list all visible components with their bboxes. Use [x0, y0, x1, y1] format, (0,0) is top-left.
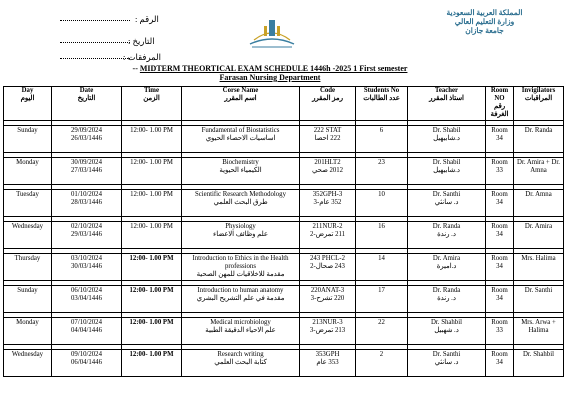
table-row [4, 286, 564, 313]
code-cell: 243 PHCL-2 243 صحال-2 [300, 254, 356, 281]
code-cell: 213NUR-3 213 تمرض-3 [300, 318, 356, 345]
day-cell: Wednesday [4, 350, 52, 377]
time-cell: 12:00- 1.00 PM [122, 190, 182, 217]
room-cell: Room 34 [486, 126, 514, 153]
students-cell: 16 [356, 222, 408, 249]
day-cell: Sunday [4, 126, 52, 153]
invigilators-cell: Mrs. Halima [514, 254, 564, 281]
time-cell: 12:00- 1.00 PM [122, 254, 182, 281]
code-cell: 220ANAT-3 220 تشرح-3 [300, 286, 356, 313]
invigilators-cell: Dr. Randa [514, 126, 564, 153]
date-cell: 29/09/2024 26/03/1446 [52, 126, 122, 153]
invigilators-cell: Dr. Shahbil [514, 350, 564, 377]
table-row [4, 318, 564, 345]
page-title [0, 64, 540, 73]
table-row [4, 254, 564, 281]
col-code: Code رمز المقرر [300, 87, 356, 121]
date-cell: 30/09/2024 27/03/1446 [52, 158, 122, 185]
attachments-line [60, 58, 130, 59]
teacher-cell: Dr. Shahbil د. شهبيل [408, 318, 486, 345]
teacher-cell: Dr. Randa د. رندة [408, 222, 486, 249]
room-cell: Room 33 [486, 158, 514, 185]
day-cell: Monday [4, 158, 52, 185]
university-logo [242, 14, 302, 52]
code-cell: 352GPH-3 352 عام-3 [300, 190, 356, 217]
col-date: Date التاريخ [52, 87, 122, 121]
date-label: التاريخ : [128, 36, 155, 46]
header-row [4, 87, 564, 121]
students-cell: 22 [356, 318, 408, 345]
course-cell: Introduction to human anatomy مقدمة في علم التشريح البشري [182, 286, 300, 313]
teacher-cell: Dr. Santhi د. سانثي [408, 190, 486, 217]
day-cell: Tuesday [4, 190, 52, 217]
teacher-cell: Dr. Randa د. رندة [408, 286, 486, 313]
room-cell: Room 34 [486, 254, 514, 281]
ref-line [60, 20, 130, 21]
invigilators-cell: Dr. Santhi [514, 286, 564, 313]
date-cell: 07/10/2024 04/04/1446 [52, 318, 122, 345]
ministry-line-3: جامعة جازان [465, 26, 504, 35]
table-row [4, 222, 564, 249]
invigilators-cell: Mrs. Arwa + Halima [514, 318, 564, 345]
room-cell: Room 34 [486, 222, 514, 249]
course-cell: Fundamental of Biostatistics اساسيات الاحصاء الحيوي [182, 126, 300, 153]
table-row [4, 350, 564, 377]
department-title: Farasan Nursing Department [219, 73, 321, 82]
date-cell: 03/10/2024 30/03/1446 [52, 254, 122, 281]
students-cell: 14 [356, 254, 408, 281]
time-cell: 12:00- 1.00 PM [122, 350, 182, 377]
table-row [4, 158, 564, 185]
code-cell: 201HLT2 2012 صحي [300, 158, 356, 185]
col-teacher: Teacher استاذ المقرر [408, 87, 486, 121]
invigilators-cell: Dr. Amira [514, 222, 564, 249]
time-cell: 12:00- 1.00 PM [122, 126, 182, 153]
students-cell: 6 [356, 126, 408, 153]
table-row [4, 126, 564, 153]
exam-schedule-table [3, 86, 564, 377]
title-text: MIDTERM THEORTICAL EXAM SCHEDULE 1446h -2025 1 First semester [139, 64, 408, 73]
date-cell: 02/10/2024 29/03/1446 [52, 222, 122, 249]
students-cell: 23 [356, 158, 408, 185]
time-cell: 12:00- 1.00 PM [122, 222, 182, 249]
course-cell: Introduction to Ethics in the Health professions مقدمة للاخلاقيات للمهن الصحية [182, 254, 300, 281]
col-time: Time الزمن [122, 87, 182, 121]
day-cell: Thursday [4, 254, 52, 281]
teacher-cell: Dr. Shabil د.شابيهيل [408, 126, 486, 153]
code-cell: 353GPH 353 عام [300, 350, 356, 377]
date-cell: 09/10/2024 06/04/1446 [52, 350, 122, 377]
code-cell: 211NUR-2 211 تمرض-2 [300, 222, 356, 249]
code-cell: 222 STAT 222 احصا [300, 126, 356, 153]
date-cell: 01/10/2024 28/03/1446 [52, 190, 122, 217]
course-cell: Biochemistry الكيمياء الحيوية [182, 158, 300, 185]
col-students: Students No عدد الطالبات [356, 87, 408, 121]
course-cell: Medical microbiology علم الاحياء الدقيقة الطبية [182, 318, 300, 345]
ministry-line-1: المملكة العربية السعودية [446, 8, 523, 17]
room-cell: Room 34 [486, 286, 514, 313]
invigilators-cell: Dr. Amna [514, 190, 564, 217]
col-invigilators: Invigilators المراقبات [514, 87, 564, 121]
teacher-cell: Dr. Amira د.اميرة [408, 254, 486, 281]
day-cell: Sunday [4, 286, 52, 313]
date-cell: 06/10/2024 03/04/1446 [52, 286, 122, 313]
invigilators-cell: Dr. Amira + Dr. Amna [514, 158, 564, 185]
room-cell: Room 33 [486, 318, 514, 345]
ref-label: الرقم : [135, 14, 159, 24]
date-line [60, 42, 130, 43]
students-cell: 2 [356, 350, 408, 377]
course-cell: Research writing كتابة البحث العلمي [182, 350, 300, 377]
room-cell: Room 34 [486, 190, 514, 217]
col-day: Day اليوم [4, 87, 52, 121]
schedule-body [4, 121, 564, 377]
ministry-line-2: وزارة التعليم العالي [454, 17, 515, 26]
table-row [4, 190, 564, 217]
students-cell: 10 [356, 190, 408, 217]
day-cell: Wednesday [4, 222, 52, 249]
title-prefix: -- [132, 64, 138, 73]
col-room: Room NO رقم الغرفة [486, 87, 514, 121]
teacher-cell: Dr. Santhi د. سانثي [408, 350, 486, 377]
day-cell: Monday [4, 318, 52, 345]
time-cell: 12:00- 1.00 PM [122, 318, 182, 345]
attachments-label: المرفقات : [123, 52, 161, 62]
students-cell: 17 [356, 286, 408, 313]
col-course: Corse Name اسم المقرر [182, 87, 300, 121]
ministry-header [437, 8, 532, 35]
course-cell: Scientific Research Methodology طرق البحث العلمي [182, 190, 300, 217]
course-cell: Physiology علم وظائف الاعضاء [182, 222, 300, 249]
room-cell: Room 34 [486, 350, 514, 377]
teacher-cell: Dr. Shabil د.شابيهيل [408, 158, 486, 185]
time-cell: 12:00- 1.00 PM [122, 158, 182, 185]
time-cell: 12:00- 1.00 PM [122, 286, 182, 313]
